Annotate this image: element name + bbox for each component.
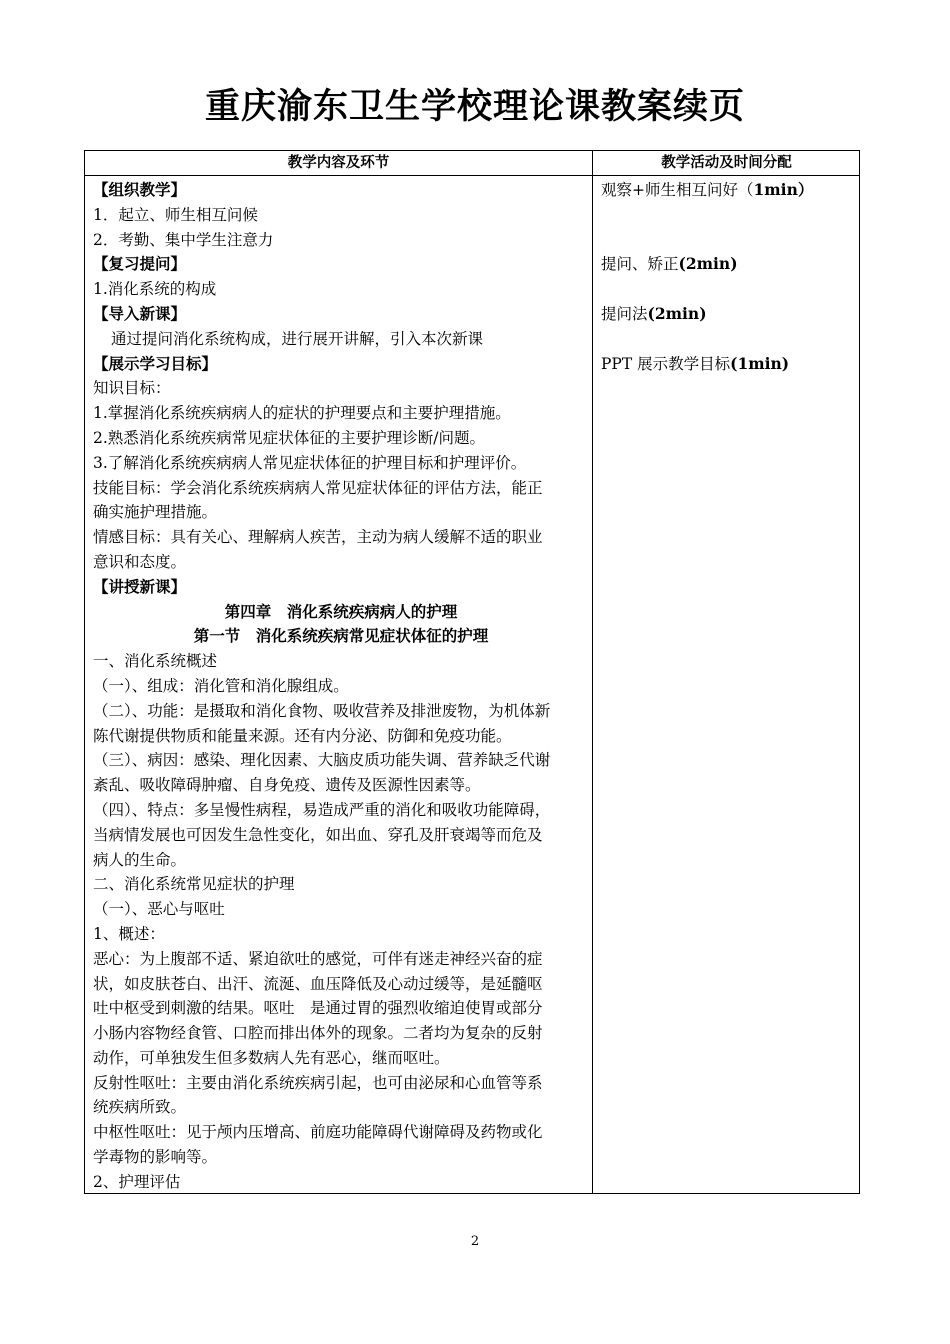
- header-divider: [85, 175, 859, 176]
- content-line: 动作，可单独发生但多数病人先有恶心，继而呕吐。: [93, 1048, 450, 1067]
- activity-line: PPT 展示教学目标(1min): [601, 353, 790, 373]
- content-line: 1.消化系统的构成: [93, 280, 217, 299]
- content-line: （一）、恶心与呕吐: [93, 900, 225, 919]
- section-heading: 【导入新课】: [93, 303, 187, 323]
- content-line: 吐中枢受到刺激的结果。呕吐 是通过胃的强烈收缩迫使胃或部分: [93, 999, 543, 1018]
- content-line: 1．起立、师生相互问候: [93, 205, 258, 224]
- header-activities: 教学活动及时间分配: [661, 154, 792, 171]
- header-content: 教学内容及环节: [287, 154, 390, 171]
- page-number: 2: [470, 1234, 480, 1249]
- content-line: 中枢性呕吐：见于颅内压增高、前庭功能障碍代谢障碍及药物或化: [93, 1123, 543, 1142]
- content-line: 1、概述：: [93, 924, 165, 943]
- column-divider: [592, 151, 593, 1193]
- content-line: 一、消化系统概述: [93, 652, 218, 671]
- content-line: 技能目标：学会消化系统疾病病人常见症状体征的评估方法，能正: [93, 478, 543, 497]
- content-line: 1.掌握消化系统疾病病人的症状的护理要点和主要护理措施。: [93, 404, 511, 423]
- content-column: [93, 178, 589, 1195]
- content-line: 统疾病所致。: [93, 1098, 187, 1117]
- content-line: 知识目标：: [93, 379, 171, 398]
- content-line: 通过提问消化系统构成，进行展开讲解，引入本次新课: [111, 329, 484, 348]
- activity-line: 提问法(2min): [601, 303, 707, 323]
- content-line: 学毒物的影响等。: [93, 1148, 218, 1167]
- content-line: 2.熟悉消化系统疾病常见症状体征的主要护理诊断/问题。: [93, 428, 486, 447]
- content-line: 3.了解消化系统疾病病人常见症状体征的护理目标和护理评价。: [93, 453, 527, 472]
- content-line: 确实施护理措施。: [93, 503, 218, 522]
- activity-line: 提问、矫正(2min): [601, 254, 738, 274]
- content-line: 恶心：为上腹部不适、紧迫欲吐的感觉，可伴有迷走神经兴奋的症: [93, 949, 543, 968]
- chapter-heading: 第一节 消化系统疾病常见症状体征的护理: [193, 626, 489, 646]
- content-line: 二、消化系统常见症状的护理: [93, 875, 295, 894]
- content-line: 意识和态度。: [93, 552, 187, 571]
- section-heading: 【展示学习目标】: [93, 353, 218, 373]
- page-title: 重庆渝东卫生学校理论课教案续页: [204, 86, 745, 127]
- content-line: 2．考勤、集中学生注意力: [93, 230, 274, 249]
- content-line: 紊乱、吸收障碍肿瘤、自身免疫、遗传及医源性因素等。: [93, 776, 481, 795]
- content-line: （三）、病因：感染、理化因素、大脑皮质功能失调、营养缺乏代谢: [93, 751, 551, 770]
- section-heading: 【组织教学】: [93, 180, 187, 199]
- content-line: 病人的生命。: [93, 850, 187, 869]
- activity-line: 观察+师生相互问好（1min）: [601, 180, 814, 199]
- content-line: （二）、功能：是摄取和消化食物、吸收营养及排泄废物，为机体新: [93, 701, 551, 720]
- content-line: 小肠内容物经食管、口腔而排出体外的现象。二者均为复杂的反射: [93, 1024, 543, 1043]
- content-line: 当病情发展也可因发生急性变化，如出血、穿孔及肝衰竭等而危及: [93, 825, 543, 844]
- content-line: 状，如皮肤苍白、出汗、流涎、血压降低及心动过缓等，是延髓呕: [93, 974, 543, 993]
- activities-column: [601, 178, 855, 376]
- content-line: （一）、组成：消化管和消化腺组成。: [93, 676, 349, 695]
- section-heading: 【讲授新课】: [93, 576, 187, 596]
- chapter-heading: 第四章 消化系统疾病病人的护理: [224, 601, 458, 621]
- content-line: 2、护理评估: [93, 1172, 181, 1191]
- lesson-table: [84, 150, 860, 1194]
- content-line: （四）、特点：多呈慢性病程，易造成严重的消化和吸收功能障碍，: [93, 800, 551, 819]
- content-line: 情感目标：具有关心、理解病人疾苦，主动为病人缓解不适的职业: [93, 528, 543, 547]
- content-line: 陈代谢提供物质和能量来源。还有内分泌、防御和免疫功能。: [93, 726, 512, 745]
- section-heading: 【复习提问】: [93, 254, 187, 274]
- content-line: 反射性呕吐：主要由消化系统疾病引起，也可由泌尿和心血管等系: [93, 1073, 543, 1092]
